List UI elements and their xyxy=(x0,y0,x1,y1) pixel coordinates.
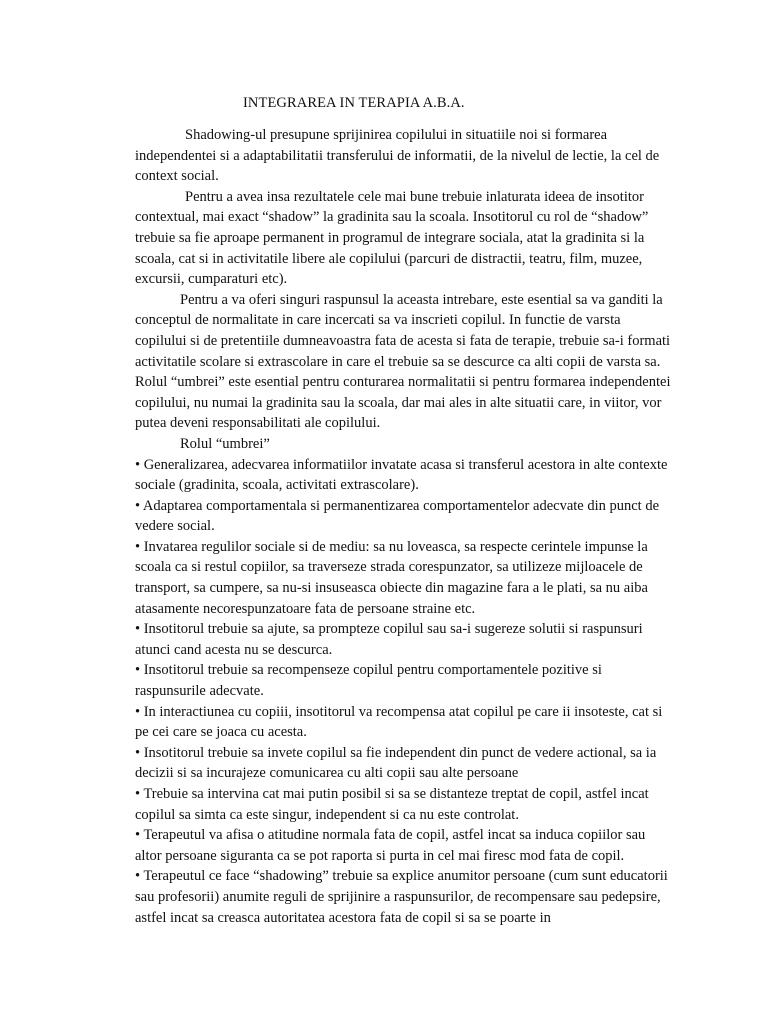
paragraph: Rolul “umbrei” xyxy=(180,435,270,452)
paragraph: Pentru a avea insa rezultatele cele mai bune trebuie inlaturata ideea de insotitor contextual, mai exact “shadow” la gradinita sau la scoala. Insotitorul cu rol de “shadow” trebuie sa fie aproape permanent in programul de integrare sociala, atat la gradinita si la scoala, cat si in activitatile libere ale copilului (parcuri de distractii, teatru, film, muzee, excursii, cumparaturi etc). xyxy=(135,188,649,288)
bullet-item: • Insotitorul trebuie sa recompenseze copilul pentru comportamentele pozitive si raspunsurile adecvate. xyxy=(135,662,602,700)
paragraph: Shadowing-ul presupune sprijinirea copilului in situatiile noi si formarea independentei si a adaptabilitatii transferului de informatii, de la nivelul de lectie, la cel de context social. xyxy=(135,127,660,185)
document-title: INTEGRAREA IN TERAPIA A.B.A. xyxy=(243,95,465,111)
bullet-item: • Terapeutul va afisa o atitudine normala fata de copil, astfel incat sa induca copiilor sau altor persoane siguranta ca se pot raporta si purta in cel mai firesc mod fata de copil. xyxy=(135,827,646,864)
bullet-item: • Adaptarea comportamentala si permanentizarea comportamentelor adecvate din punct de vedere social. xyxy=(135,497,660,535)
document-body xyxy=(135,125,675,928)
bullet-item: • Invatarea regulilor sociale si de mediu: sa nu loveasca, sa respecte cerintele impunse la scoala ca si restul copiilor, sa traverseze strada corespunzator, sa utilizeze mijloacele de transport, sa cumpere, sa nu-si insuseasca obiecte din magazine fara a le plati, sa nu aiba atasamente necorespunzatoare fata de persoane straine etc. xyxy=(135,538,648,617)
bullet-item: • Insotitorul trebuie sa invete copilul sa fie independent din punct de vedere actional, sa ia decizii si sa incurajeze comunicarea cu alti copii sau alte persoane xyxy=(135,744,657,782)
bullet-item: • Trebuie sa intervina cat mai putin posibil si sa se distanteze treptat de copil, astfel incat copilul sa simta ca este singur, independent si ca nu este controlat. xyxy=(135,786,649,823)
bullet-item: • Terapeutul ce face “shadowing” trebuie sa explice anumitor persoane (cum sunt educatorii sau profesorii) anumite reguli de sprijinire a raspunsurilor, de recompensare sau pedepsire, astfel incat sa creasca autoritatea acestora fata de copil si sa se poarte in xyxy=(135,868,668,926)
bullet-item: • Insotitorul trebuie sa ajute, sa prompteze copilul sau sa-i sugereze solutii si raspunsuri atunci cand acesta nu se descurca. xyxy=(135,621,643,658)
bullet-item: • In interactiunea cu copiii, insotitorul va recompensa atat copilul pe care ii insoteste, cat si pe cei care se joaca cu acesta. xyxy=(135,703,663,741)
bullet-item: • Generalizarea, adecvarea informatiilor invatate acasa si transferul acestora in alte contexte sociale (gradinita, scoala, activitati extrascolare). xyxy=(135,456,668,494)
paragraph: Pentru a va oferi singuri raspunsul la aceasta intrebare, este esential sa va ganditi la conceptul de normalitate in care incercati sa va inscrieti copilul. In functie de varsta copilului si de pretentiile dumneavoastra fata de acesta si fata de terapie, trebuie sa-i formati activitatile scolare si extrascolare in care el trebuie sa se descurce ca alti copii de varsta sa. Rolul “umbrei” este esential pentru conturarea normalitatii si pentru formarea independentei copilului, nu numai la gradinita sau la scoala, dar mai ales in alte situatii care, in viitor, vor putea deveni responsabilitati ale copilului. xyxy=(135,291,671,432)
